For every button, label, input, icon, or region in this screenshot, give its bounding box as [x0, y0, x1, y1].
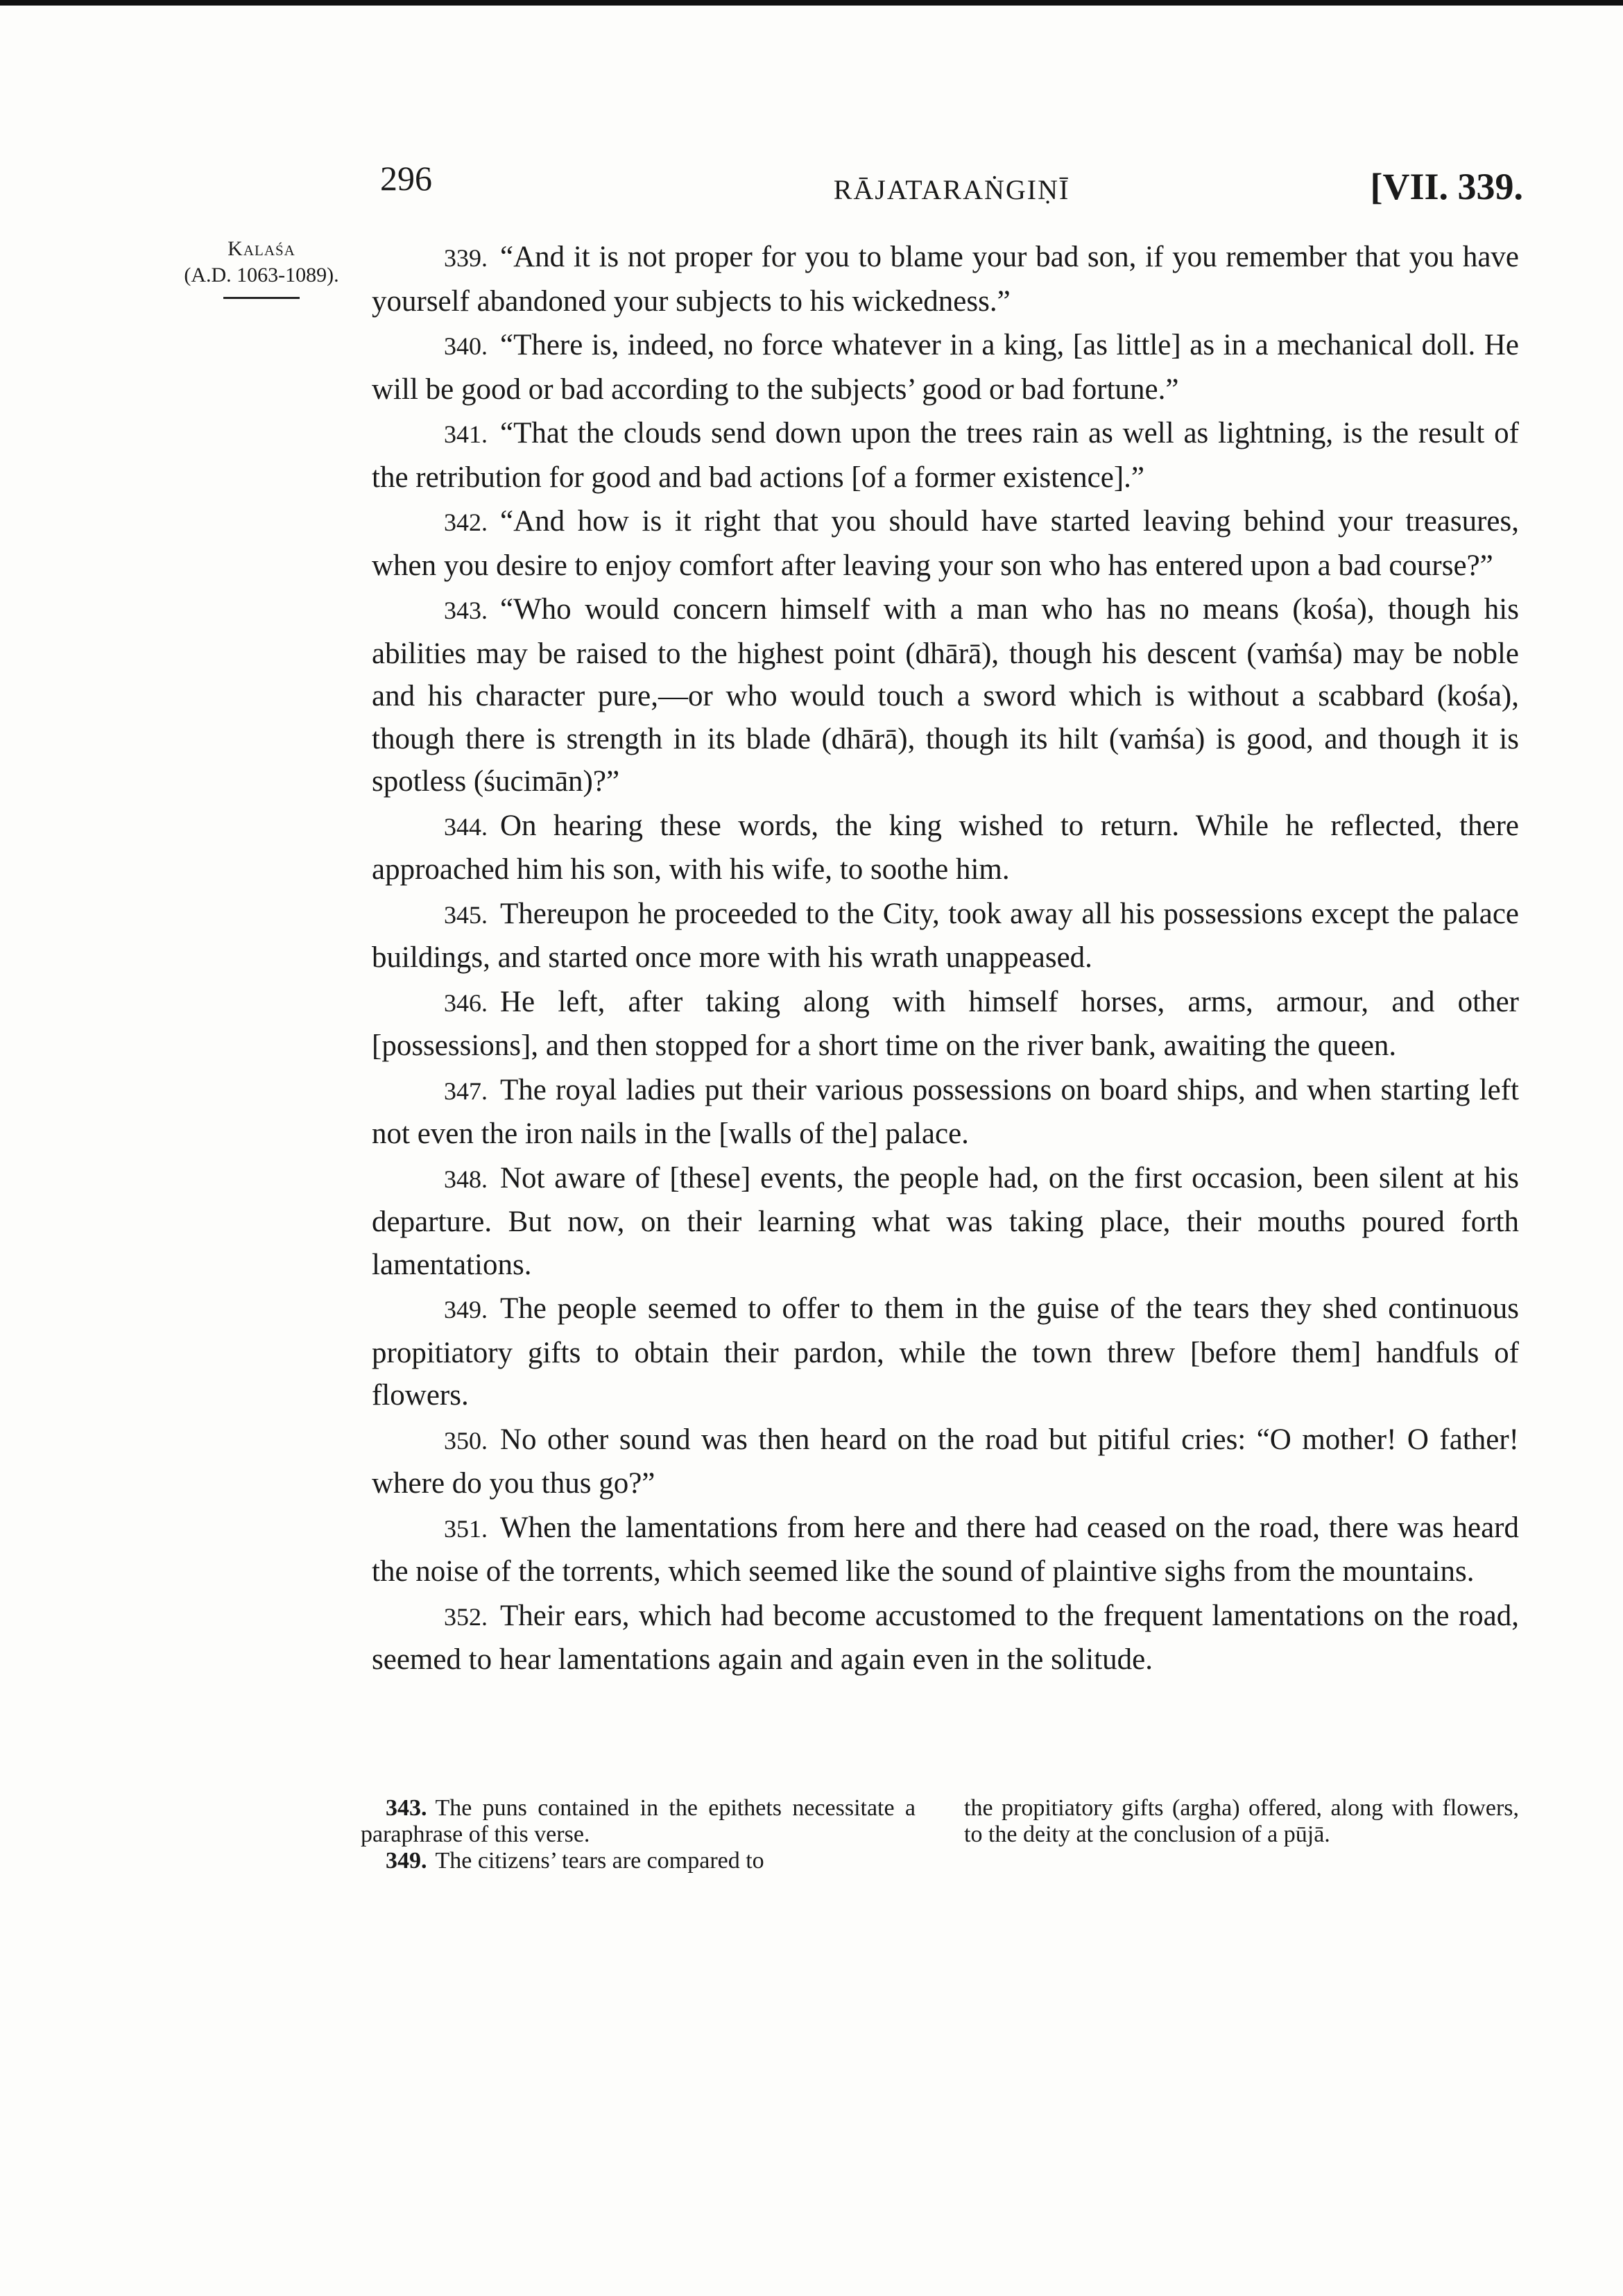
verse: [372, 1069, 1519, 1156]
margin-dates: (A.D. 1063-1089).: [184, 264, 339, 286]
page-number: 296: [380, 159, 432, 198]
footnote-text: The puns contained in the epithets necessitate a paraphrase of this verse.: [361, 1795, 916, 1847]
verse-number: 341.: [444, 420, 488, 448]
verse: [372, 981, 1519, 1068]
verse-text: Their ears, which had become accustomed to the frequent lamentations on the road, seemed to hear lamentations again and again even in the solitude.: [372, 1599, 1519, 1676]
verse: [372, 412, 1519, 499]
footnote-text: The citizens’ tears are compared to: [435, 1848, 764, 1874]
verse: [372, 500, 1519, 587]
verse-text: “There is, indeed, no force whatever in a king, [as little] as in a mechanical doll. He will be good or bad according to the subjects’ good or bad fortune.”: [372, 329, 1519, 406]
verse-text: “And how is it right that you should have started leaving behind your treasures, when you desire to enjoy comfort after leaving your son who has entered upon a bad course?”: [372, 505, 1519, 582]
verse-number: 345.: [444, 900, 488, 929]
verse-text: The royal ladies put their various possessions on board ships, and when starting left not even the iron nails in the [walls of the] palace.: [372, 1073, 1519, 1150]
verse-number: 348.: [444, 1165, 488, 1193]
verse-text: When the lamentations from here and there had ceased on the road, there was heard the noise of the torrents, which seemed like the sound of plaintive sighs from the mountains.: [372, 1511, 1519, 1588]
verse-number: 347.: [444, 1077, 488, 1105]
verse-text: No other sound was then heard on the road but pitiful cries: “O mother! O father! where do you thus go?”: [372, 1423, 1519, 1500]
verse-text: On hearing these words, the king wished to return. While he reflected, there approached him his son, with his wife, to soothe him.: [372, 809, 1519, 886]
margin-king-name: Kalaśa: [227, 237, 295, 260]
verse: [372, 588, 1519, 803]
verse-number: 351.: [444, 1514, 488, 1543]
verse-text: The people seemed to offer to them in the guise of the tears they shed continuous propitiatory gifts to obtain their pardon, while the town threw [before them] handfuls of flowers.: [372, 1292, 1519, 1412]
verse-text: He left, after taking along with himself horses, arms, armour, and other [possessions], and then stopped for a short time on the river bank, awaiting the queen.: [372, 985, 1519, 1062]
footnote: [361, 1795, 916, 1848]
running-title: RĀJATARAṄGIṆĪ: [833, 174, 1070, 205]
verse-text: Thereupon he proceeded to the City, took away all his possessions except the palace buildings, and started once more with his wrath unappeased.: [372, 897, 1519, 974]
verse: [372, 236, 1519, 323]
footnotes-right-column: [964, 1795, 1519, 1874]
verse-number: 350.: [444, 1426, 488, 1455]
verse: [372, 1507, 1519, 1593]
verse: [372, 893, 1519, 979]
footnote: [361, 1848, 916, 1874]
verse: [372, 324, 1519, 411]
margin-rule: [223, 297, 300, 299]
section-reference: [VII. 339.: [1370, 166, 1523, 207]
verse-text: “That the clouds send down upon the trees rain as well as lightning, is the result of the retribution for good and bad actions [of a former existence].”: [372, 417, 1519, 494]
verse-number: 339.: [444, 244, 488, 272]
verse-number: 349.: [444, 1296, 488, 1323]
verse-number: 346.: [444, 988, 488, 1017]
footnotes: [361, 1795, 1519, 1874]
verse: [372, 1595, 1519, 1681]
verse-number: 343.: [444, 597, 488, 624]
footnote-number: 343.: [386, 1795, 427, 1821]
main-text: [372, 236, 1519, 1683]
verse-number: 342.: [444, 508, 488, 536]
footnote-number: 349.: [386, 1848, 427, 1874]
verse-number: 340.: [444, 332, 488, 360]
footnotes-left-column: [361, 1795, 916, 1874]
verse-number: 352.: [444, 1602, 488, 1631]
verse: [372, 1419, 1519, 1505]
page-header: [380, 158, 1523, 214]
verse: [372, 1157, 1519, 1287]
footnote-continuation: the propitiatory gifts (argha) offered, along with flowers, to the deity at the conclusion of a pūjā.: [964, 1795, 1519, 1847]
margin-note: [161, 236, 362, 299]
scan-top-edge: [0, 0, 1623, 6]
verse-text: “Who would concern himself with a man who has no means (kośa), though his abilities may be raised to the highest point (dhārā), though his descent (vaṁśa) may be noble and his character pure,—or who would touch a sword which is without a scabbard (kośa), though there is strength in its blade (dhārā), though its hilt (vaṁśa) is good, and though it is spotless (śucimān)?”: [372, 593, 1519, 798]
verse: [372, 805, 1519, 891]
verse-text: “And it is not proper for you to blame your bad son, if you remember that you have yourself abandoned your subjects to his wickedness.”: [372, 241, 1519, 318]
verse-number: 344.: [444, 812, 488, 841]
verse: [372, 1287, 1519, 1417]
verse-text: Not aware of [these] events, the people had, on the first occasion, been silent at his departure. But now, on their learning what was taking place, their mouths poured forth lamentations.: [372, 1161, 1519, 1281]
